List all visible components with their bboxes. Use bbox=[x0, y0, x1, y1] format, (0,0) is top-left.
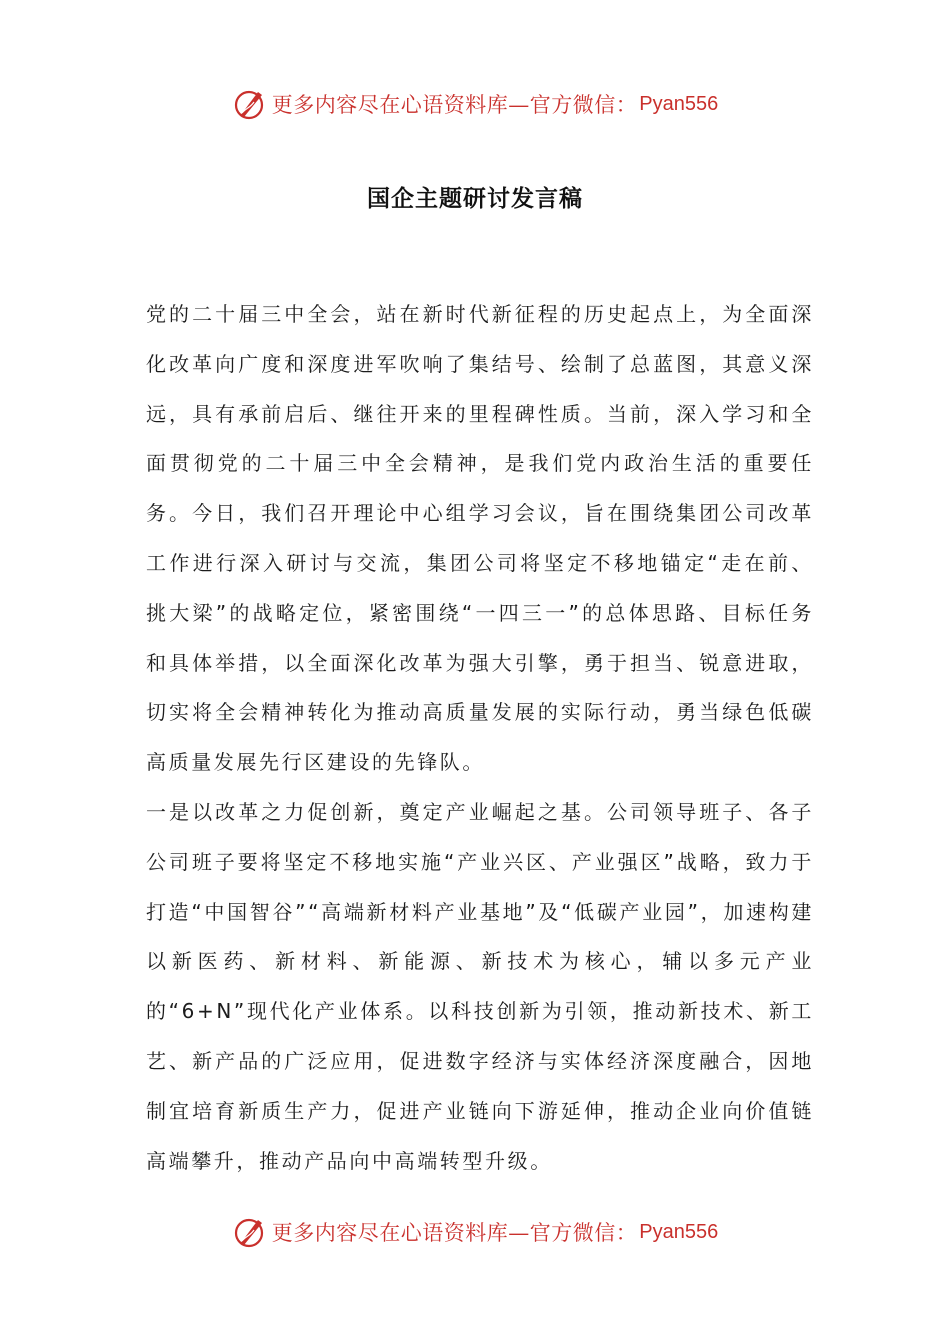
document-body bbox=[146, 290, 814, 1186]
quill-pen-logo-icon bbox=[232, 86, 268, 122]
banner-text: 更多内容尽在心语资料库—官方微信： bbox=[271, 93, 638, 117]
document-title: 国企主题研讨发言稿 bbox=[367, 186, 583, 212]
footer-banner bbox=[0, 1212, 950, 1252]
paragraph-point-one: 一是以改革之力促创新，奠定产业崛起之基。公司领导班子、各子公司班子要将坚定不移地实施“产业兴区、产业强区”战略，致力于打造“中国智谷”“高端新材料产业基地”及“低碳产业园”，加速构建以新医药、新材料、新能源、新技术为核心，辅以多元产业的“6+N”现代化产业体系。以科技创新为引领，推动新技术、新工艺、新产品的广泛应用，促进数字经济与实体经济深度融合，因地制宜培育新质生产力，促进产业链向下游延伸，推动企业向价值链高端攀升，推动产品向中高端转型升级。 bbox=[146, 799, 814, 1173]
header-banner bbox=[0, 84, 950, 124]
paragraph-intro: 党的二十届三中全会，站在新时代新征程的历史起点上，为全面深化改革向广度和深度进军吹响了集结号、绘制了总蓝图，其意义深远，具有承前启后、继往开来的里程碑性质。当前，深入学习和全面贯彻党的二十届三中全会精神，是我们党内政治生活的重要任务。今日，我们召开理论中心组学习会议，旨在围绕集团公司改革工作进行深入研讨与交流，集团公司将坚定不移地锚定“走在前、挑大梁”的战略定位，紧密围绕“一四三一”的总体思路、目标任务和具体举措，以全面深化改革为强大引擎，勇于担当、锐意进取，切实将全会精神转化为推动高质量发展的实际行动，勇当绿色低碳高质量发展先行区建设的先锋队。 bbox=[146, 302, 814, 775]
wechat-id: Pyan556 bbox=[639, 92, 719, 115]
banner-text: 更多内容尽在心语资料库—官方微信： bbox=[271, 1221, 638, 1245]
wechat-id: Pyan556 bbox=[639, 1220, 719, 1243]
quill-pen-logo-icon bbox=[232, 1214, 268, 1250]
